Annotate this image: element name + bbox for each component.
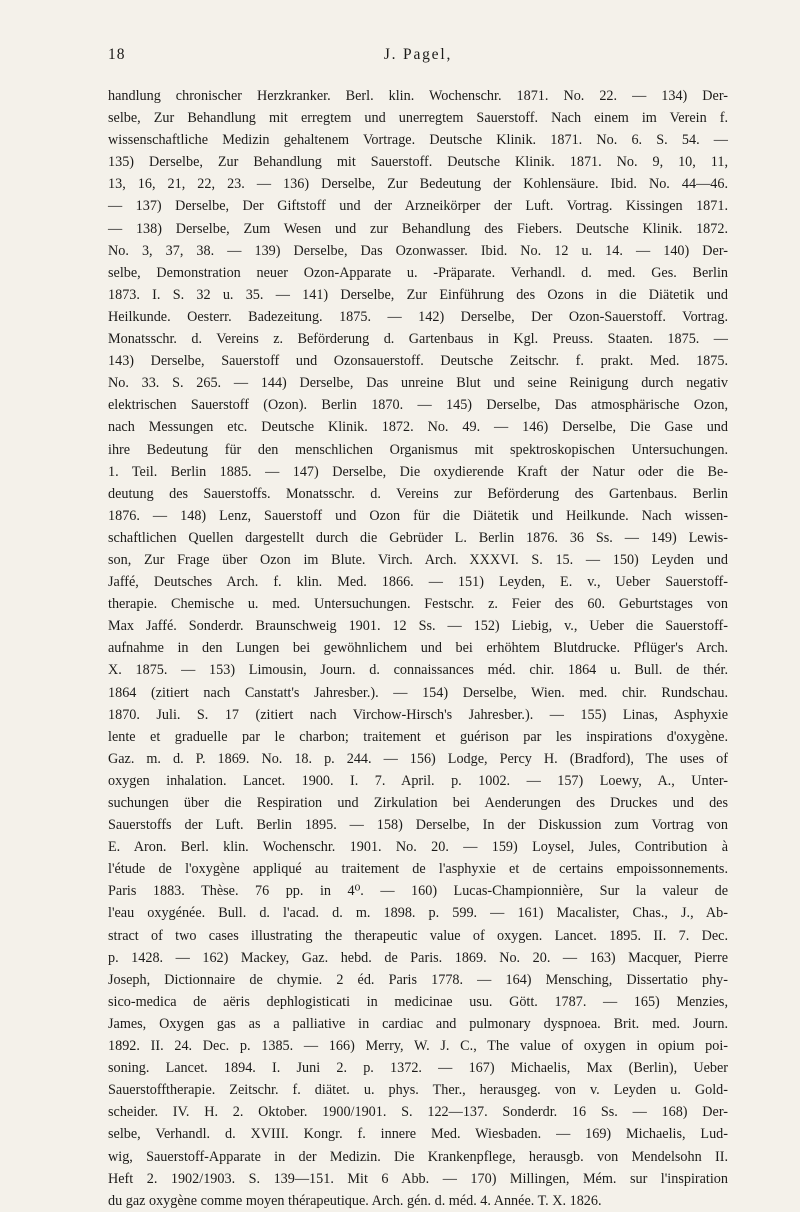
text-line: wissenschaftliche Medizin gehaltenem Vortrage. Deutsche Klinik. 1871. No. 6. S. 54. — bbox=[108, 132, 728, 149]
text-line: 13, 16, 21, 22, 23. — 136) Derselbe, Zur Bedeutung der Kohlensäure. Ibid. No. 44—46. bbox=[108, 176, 728, 193]
text-line: 1876. — 148) Lenz, Sauerstoff und Ozon für die Diätetik und Heilkunde. Nach wissen- bbox=[108, 507, 728, 524]
page-header bbox=[108, 46, 728, 70]
text-line: selbe, Demonstration neuer Ozon-Apparate u. -Präparate. Verhandl. d. med. Ges. Berlin bbox=[108, 264, 728, 281]
text-line: p. 1428. — 162) Mackey, Gaz. hebd. de Paris. 1869. No. 20. — 163) Macquer, Pierre bbox=[108, 949, 728, 966]
text-line: Sauerstofftherapie. Zeitschr. f. diätet. u. phys. Ther., herausgeg. von v. Leyden u. Gold- bbox=[108, 1082, 728, 1099]
running-head: J. Pagel, bbox=[383, 46, 453, 63]
page-number: 18 bbox=[108, 46, 126, 63]
text-line: selbe, Zur Behandlung mit erregtem und unerregtem Sauerstoff. Nach einem im Verein f. bbox=[108, 110, 728, 127]
text-line: schaftlichen Quellen dargestellt durch die Gebrüder L. Berlin 1876. 36 Ss. — 149) Lewis- bbox=[108, 529, 728, 546]
text-line: Sauerstoffs der Luft. Berlin 1895. — 158) Derselbe, In der Diskussion zum Vortrag von bbox=[108, 817, 728, 834]
text-line: No. 3, 37, 38. — 139) Derselbe, Das Ozonwasser. Ibid. No. 12 u. 14. — 140) Der- bbox=[108, 242, 728, 259]
text-line: X. 1875. — 153) Limousin, Journ. d. connaissances méd. chir. 1864 u. Bull. de thér. bbox=[108, 662, 728, 679]
text-line: suchungen über die Respiration und Zirkulation bei Aenderungen des Druckes und des bbox=[108, 795, 728, 811]
text-line: Max Jaffé. Sonderdr. Braunschweig 1901. 12 Ss. — 152) Liebig, v., Ueber die Sauerstoff- bbox=[108, 618, 728, 635]
text-line: Paris 1883. Thèse. 76 pp. in 4⁰. — 160) Lucas-Championnière, Sur la valeur de bbox=[108, 883, 728, 900]
text-line: 1864 (zitiert nach Canstatt's Jahresber.). — 154) Derselbe, Wien. med. chir. Rundschau. bbox=[108, 684, 728, 701]
text-line: No. 33. S. 265. — 144) Derselbe, Das unreine Blut und seine Reinigung durch negativ bbox=[108, 375, 728, 392]
text-line: James, Oxygen gas as a palliative in cardiac and pulmonary dyspnoea. Brit. med. Journ. bbox=[108, 1015, 728, 1032]
text-line: nach Messungen etc. Deutsche Klinik. 1872. No. 49. — 146) Derselbe, Die Gase und bbox=[108, 419, 728, 436]
text-line: sico-medica de aëris dephlogisticati in medicinae usu. Gött. 1787. — 165) Menzies, bbox=[108, 993, 728, 1010]
bibliography-text bbox=[108, 85, 728, 1212]
text-line: Joseph, Dictionnaire de chymie. 2 éd. Paris 1778. — 164) Mensching, Dissertatio phy- bbox=[108, 971, 728, 988]
text-line: Heilkunde. Oesterr. Badezeitung. 1875. — 142) Derselbe, Der Ozon-Sauerstoff. Vortrag. bbox=[108, 308, 728, 325]
text-line: stract of two cases illustrating the therapeutic value of oxygen. Lancet. 1895. II. 7. Dec. bbox=[108, 927, 728, 944]
text-line: 1. Teil. Berlin 1885. — 147) Derselbe, Die oxydierende Kraft der Natur oder die Be- bbox=[108, 463, 728, 480]
text-line: 1873. I. S. 32 u. 35. — 141) Derselbe, Zur Einführung des Ozons in die Diätetik und bbox=[108, 286, 728, 303]
text-line: scheider. IV. H. 2. Oktober. 1900/1901. S. 122—137. Sonderdr. 16 Ss. — 168) Der- bbox=[108, 1104, 728, 1121]
text-line: Gaz. m. d. P. 1869. No. 18. p. 244. — 156) Lodge, Percy H. (Bradford), The uses of bbox=[108, 750, 728, 767]
text-line: 1892. II. 24. Dec. p. 1385. — 166) Merry, W. J. C., The value of oxygen in opium poi- bbox=[108, 1038, 728, 1055]
text-line: wig, Sauerstoff-Apparate in der Medizin. Die Krankenpflege, herausgb. von Mendelsohn II. bbox=[108, 1148, 728, 1165]
text-line: elektrischen Sauerstoff (Ozon). Berlin 1870. — 145) Derselbe, Das atmosphärische Ozon, bbox=[108, 397, 728, 414]
text-line: l'étude de l'oxygène appliqué au traitement de l'asphyxie et de certains empoissonnements. bbox=[108, 861, 728, 878]
text-line: 135) Derselbe, Zur Behandlung mit Sauerstoff. Deutsche Klinik. 1871. No. 9, 10, 11, bbox=[108, 154, 728, 171]
text-line: Jaffé, Deutsches Arch. f. klin. Med. 1866. — 151) Leyden, E. v., Ueber Sauerstoff- bbox=[108, 574, 728, 591]
text-line: lente et graduelle par le charbon; traitement et guérison par les inspirations d'oxygène. bbox=[108, 728, 728, 745]
text-line: Heft 2. 1902/1903. S. 139—151. Mit 6 Abb. — 170) Millingen, Mém. sur l'inspiration bbox=[108, 1170, 728, 1187]
text-line: son, Zur Frage über Ozon im Blute. Virch. Arch. XXXVI. S. 15. — 150) Leyden und bbox=[108, 551, 728, 568]
text-line: Monatsschr. d. Vereins z. Beförderung d. Gartenbaus in Kgl. Preuss. Staaten. 1875. — bbox=[108, 331, 728, 348]
text-line: handlung chronischer Herzkranker. Berl. klin. Wochenschr. 1871. No. 22. — 134) Der- bbox=[108, 88, 728, 104]
text-line: — 138) Derselbe, Zum Wesen und zur Behandlung des Fiebers. Deutsche Klinik. 1872. bbox=[108, 220, 728, 237]
text-line: soning. Lancet. 1894. I. Juni 2. p. 1372. — 167) Michaelis, Max (Berlin), Ueber bbox=[108, 1060, 728, 1077]
text-line: selbe, Verhandl. d. XVIII. Kongr. f. innere Med. Wiesbaden. — 169) Michaelis, Lud- bbox=[108, 1126, 728, 1143]
text-line: du gaz oxygène comme moyen thérapeutique. Arch. gén. d. méd. 4. Année. T. X. 1826. bbox=[108, 1192, 602, 1209]
text-line: 143) Derselbe, Sauerstoff und Ozonsauerstoff. Deutsche Zeitschr. f. prakt. Med. 1875. bbox=[108, 353, 728, 370]
text-line: therapie. Chemische u. med. Untersuchungen. Festschr. z. Feier des 60. Geburtstages von bbox=[108, 596, 728, 613]
text-line: — 137) Derselbe, Der Giftstoff und der Arzneikörper der Luft. Vortrag. Kissingen 1871. bbox=[108, 198, 728, 215]
text-line: 1870. Juli. S. 17 (zitiert nach Virchow-Hirsch's Jahresber.). — 155) Linas, Asphyxie bbox=[108, 706, 728, 723]
text-line: oxygen inhalation. Lancet. 1900. I. 7. April. p. 1002. — 157) Loewy, A., Unter- bbox=[108, 772, 728, 789]
text-line: E. Aron. Berl. klin. Wochenschr. 1901. No. 20. — 159) Loysel, Jules, Contribution à bbox=[108, 839, 728, 856]
text-line: ihre Bedeutung für den menschlichen Organismus mit spektroskopischen Untersuchungen. bbox=[108, 441, 728, 458]
text-line: l'eau oxygénée. Bull. d. l'acad. d. m. 1898. p. 599. — 161) Macalister, Chas., J., Ab- bbox=[108, 905, 728, 922]
text-line: deutung des Sauerstoffs. Monatsschr. d. Vereins zur Beförderung des Gartenbaus. Berlin bbox=[108, 485, 728, 502]
text-line: aufnahme in den Lungen bei gewöhnlichem und bei erhöhtem Blutdrucke. Pflüger's Arch. bbox=[108, 640, 728, 657]
